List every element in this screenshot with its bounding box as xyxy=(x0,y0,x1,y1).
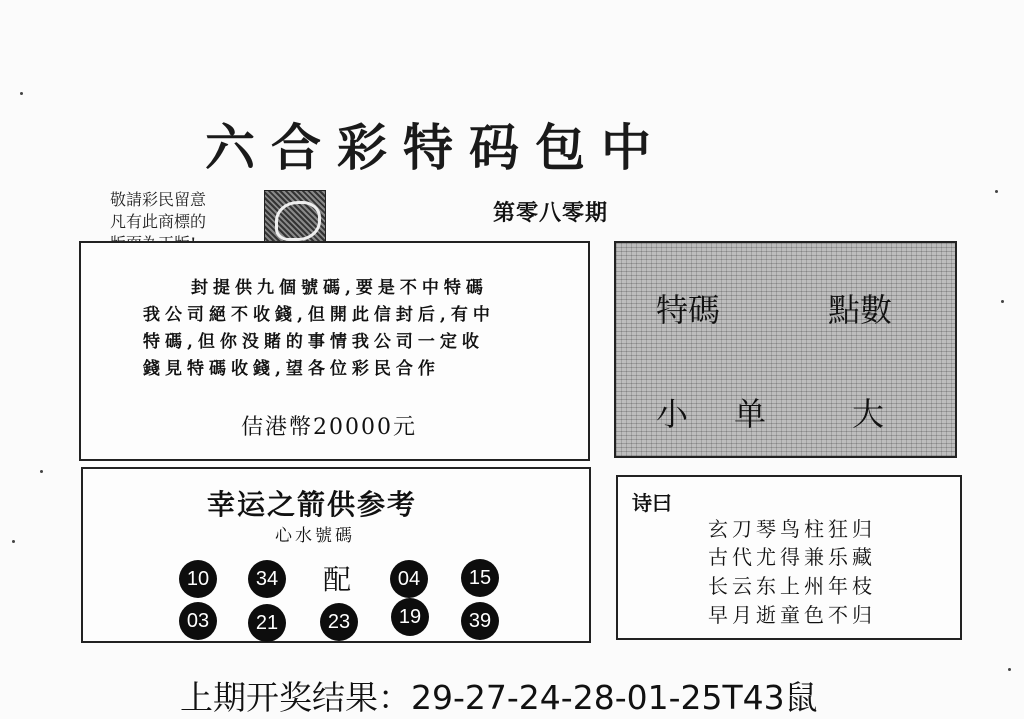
trademark-stamp-image xyxy=(264,190,326,246)
scan-speck xyxy=(20,92,23,95)
lucky-arrow-box xyxy=(81,467,591,643)
number-ball: 15 xyxy=(461,559,499,597)
odd-value: 单 xyxy=(734,395,767,433)
poem-label: 诗曰 xyxy=(632,491,672,515)
guarantee-amount: 佶港幣20000元 xyxy=(241,415,417,440)
number-ball: 19 xyxy=(391,598,429,636)
poem-line: 玄刀琴鸟柱狂归 xyxy=(708,517,876,541)
poem-line: 古代尤得兼乐藏 xyxy=(708,545,876,569)
number-ball: 34 xyxy=(248,560,286,598)
big-value: 大 xyxy=(852,395,885,433)
number-ball: 03 xyxy=(179,602,217,640)
poem-line: 长云东上州年枝 xyxy=(708,574,876,598)
scan-speck xyxy=(1008,668,1011,671)
lucky-arrow-subtitle: 心水號碼 xyxy=(275,526,355,546)
guarantee-line: 錢見特碼收錢,望各位彩民合作 xyxy=(143,359,440,379)
number-ball: 10 xyxy=(179,560,217,598)
small-value: 小 xyxy=(656,395,689,433)
number-ball: 23 xyxy=(320,603,358,641)
points-label: 點數 xyxy=(828,291,893,329)
guarantee-line: 封提供九個號碼,要是不中特碼 xyxy=(191,278,488,298)
pair-label: 配 xyxy=(323,563,352,596)
lucky-arrow-title: 幸运之箭供参考 xyxy=(207,488,418,521)
scan-speck xyxy=(995,190,998,193)
notice-line: 敬請彩民留意 xyxy=(110,190,207,209)
page-title: 六合彩特码包中 xyxy=(205,119,667,177)
poem-box xyxy=(616,475,962,640)
notice-line: 凡有此商標的 xyxy=(110,212,207,231)
poem-line: 早月逝童色不归 xyxy=(708,603,876,627)
special-code-label: 特碼 xyxy=(656,291,721,329)
scan-speck xyxy=(1001,300,1004,303)
number-ball: 39 xyxy=(461,602,499,640)
guarantee-line: 我公司絕不收錢,但開此信封后,有中 xyxy=(143,305,495,325)
guarantee-line: 特碼,但你没賭的事情我公司一定收 xyxy=(143,332,484,352)
guarantee-box xyxy=(79,241,590,461)
special-code-box xyxy=(614,241,957,458)
number-ball: 21 xyxy=(248,604,286,642)
issue-number: 第零八零期 xyxy=(493,200,609,226)
last-draw-result: 上期开奖结果：29-27-24-28-01-25T43鼠 xyxy=(180,678,818,717)
scan-speck xyxy=(40,470,43,473)
number-ball: 04 xyxy=(390,560,428,598)
scan-speck xyxy=(12,540,15,543)
